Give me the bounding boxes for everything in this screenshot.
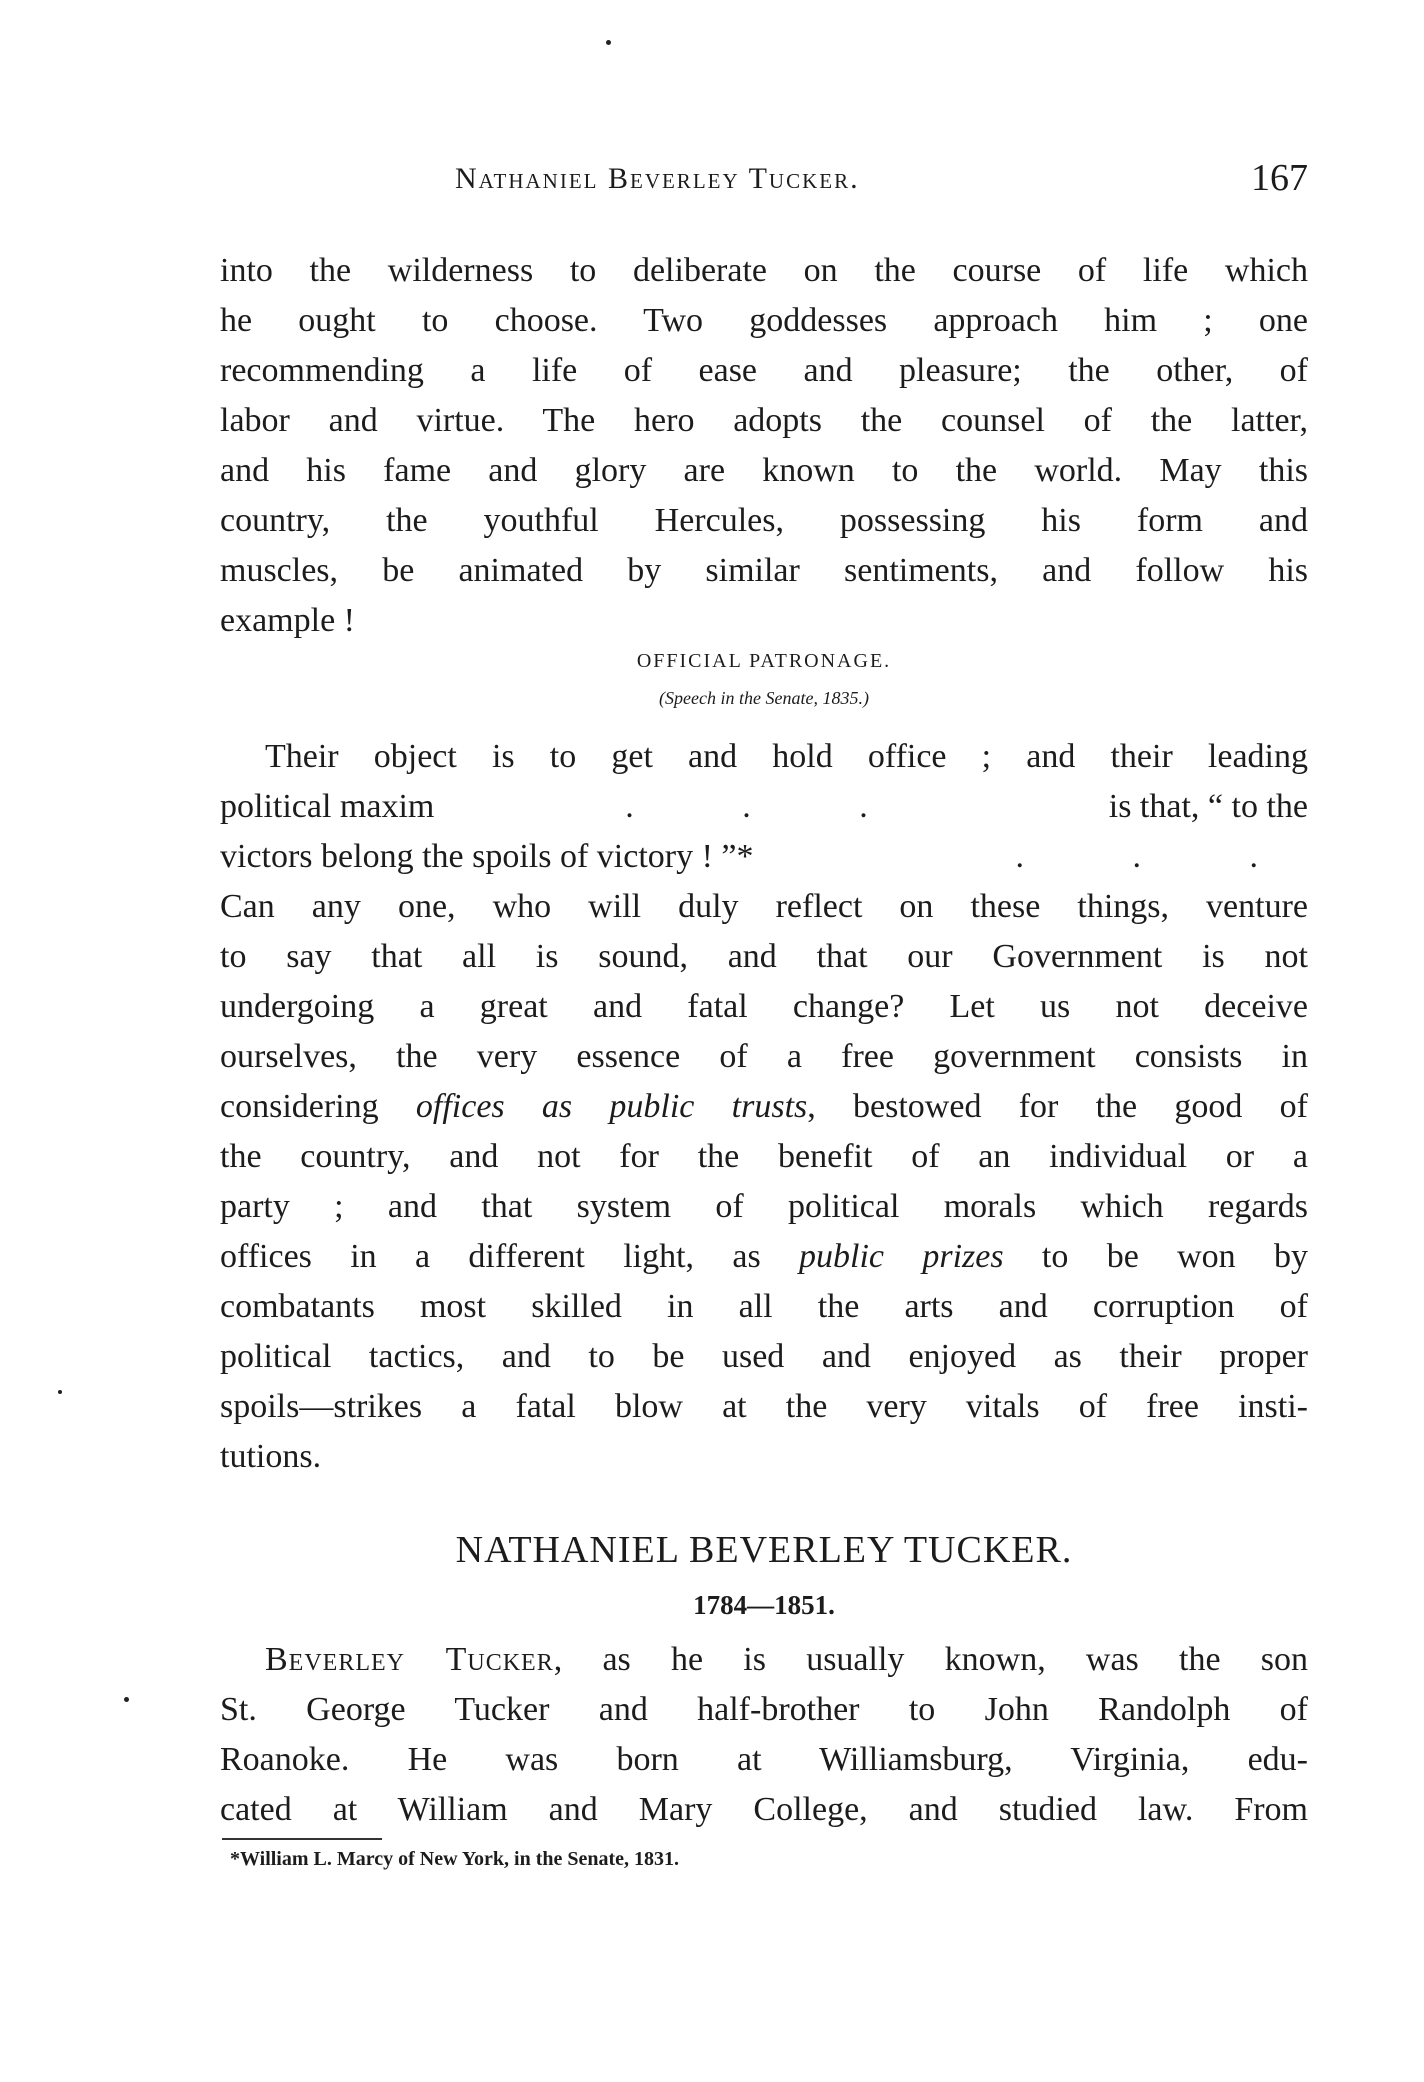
text-line: St. George Tucker and half-brother to John Randolph of [220,1691,1308,1728]
text-line: spoils—strikes a fatal blow at the very vitals of free insti- [220,1388,1308,1425]
ink-speck [124,1697,129,1702]
text-fragment: , as he is usually known, was the son [553,1641,1309,1678]
text-line: combatants most skilled in all the arts and corruption of [220,1288,1308,1325]
subject-name: Beverley Tucker [265,1641,554,1678]
text-line: country, the youthful Hercules, possessing his form and [220,502,1308,539]
section-title: OFFICIAL PATRONAGE. [636,650,892,672]
footnote-rule [222,1838,382,1840]
text-line: example ! [220,602,355,639]
text-fragment: offices in a different light, as [220,1238,800,1275]
text-fragment: victors belong the spoils of victory ! ”* [220,838,754,875]
paragraph-biography [220,1635,1308,1835]
text-line: tutions. [220,1438,322,1475]
page-header [220,152,1308,212]
text-line: the country, and not for the benefit of an individual or a [220,1138,1308,1175]
text-fragment: , bestowed for the good of [807,1088,1309,1125]
chapter-title: NATHANIEL BEVERLEY TUCKER. [455,1529,1073,1571]
text-line: Can any one, who will duly reflect on these things, venture [220,888,1308,925]
text-line [220,1232,1308,1282]
text-line: ourselves, the very essence of a free government consists in [220,1038,1308,1075]
ink-speck [58,1390,62,1394]
text-fragment: to be won by [1003,1238,1309,1275]
footnote: *William L. Marcy of New York, in the Senate, 1831. [230,1848,680,1870]
text-line [220,1082,1308,1132]
running-head: Nathaniel Beverley Tucker. [455,162,860,195]
text-line: undergoing a great and fatal change? Let us not deceive [220,988,1308,1025]
text-line: into the wilderness to deliberate on the course of life which [220,252,1308,289]
text-fragment: is that, “ to the [1108,788,1308,825]
text-line: muscles, be animated by similar sentiments, and follow his [220,552,1308,589]
text-line: he ought to choose. Two goddesses approach him ; one [220,302,1308,339]
text-line: labor and virtue. The hero adopts the counsel of the latter, [220,402,1308,439]
text-line [220,782,1308,832]
page-number: 167 [1251,157,1308,199]
section-subtitle: (Speech in the Senate, 1835.) [659,688,869,708]
paragraph-hercules [220,246,1308,646]
text-line [220,1635,1308,1685]
text-line [220,832,1308,882]
emphasis: public prizes [799,1238,1004,1275]
paragraph-patronage [220,732,1308,1482]
text-line: and his fame and glory are known to the world. May this [220,452,1308,489]
emphasis: offices as public trusts [415,1088,808,1125]
text-line: cated at William and Mary College, and studied law. From [220,1791,1308,1828]
ellipsis: . . . [1015,838,1308,875]
text-line: Their object is to get and hold office ; and their leading [265,738,1308,775]
text-fragment: political maxim [220,788,435,825]
text-fragment: considering [220,1088,416,1125]
text-line: party ; and that system of political morals which regards [220,1188,1308,1225]
text-line: Roanoke. He was born at Williamsburg, Virginia, edu- [220,1741,1308,1778]
text-line: to say that all is sound, and that our Government is not [220,938,1308,975]
text-line: political tactics, and to be used and enjoyed as their proper [220,1338,1308,1375]
ellipsis: . . . [625,788,918,825]
text-line: recommending a life of ease and pleasure; the other, of [220,352,1308,389]
chapter-dates: 1784—1851. [693,1590,835,1620]
ink-speck [606,40,611,45]
